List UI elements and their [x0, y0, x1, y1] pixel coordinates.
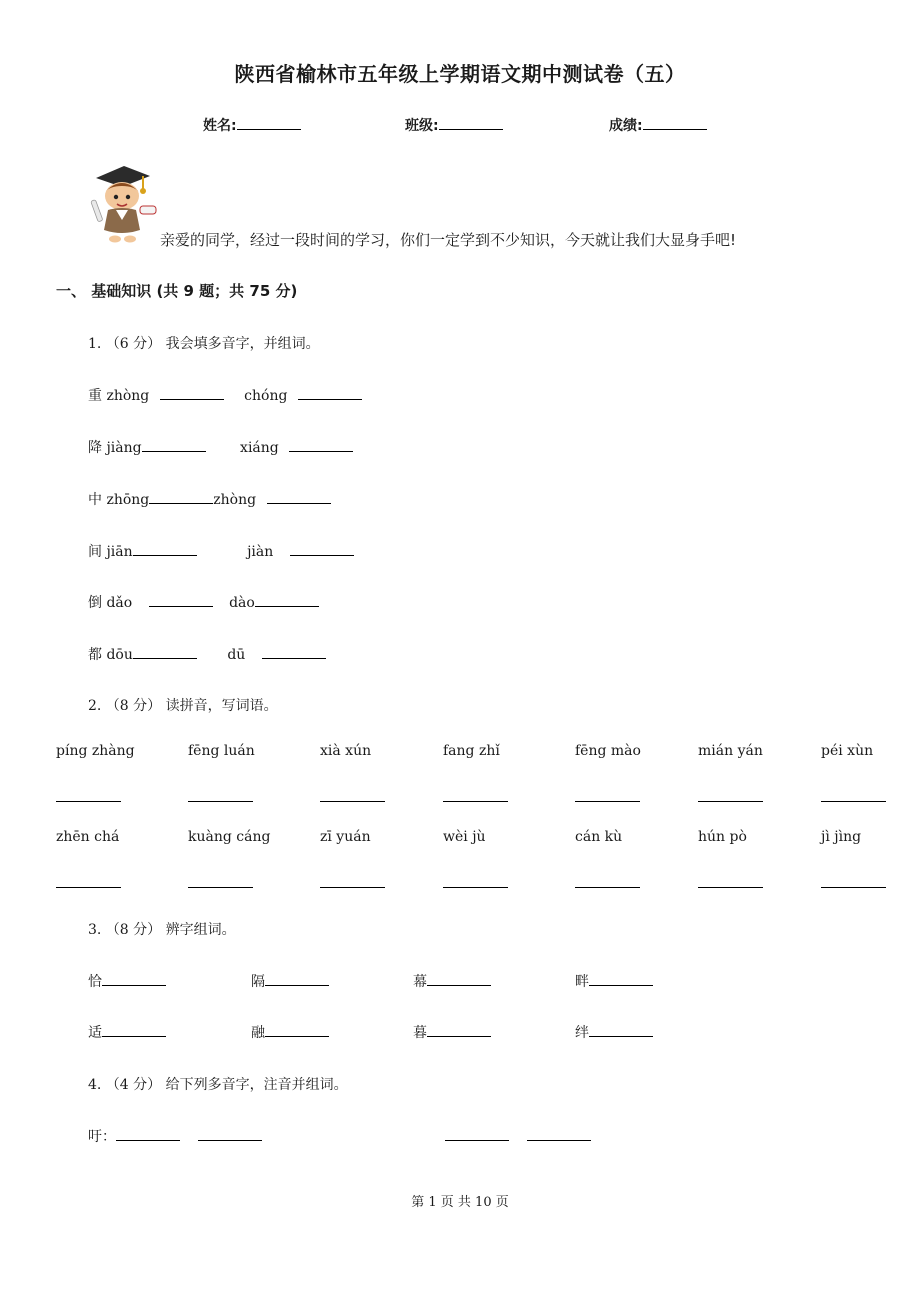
q3-blank[interactable] [102, 971, 166, 986]
q3-blank[interactable] [589, 971, 653, 986]
class-field[interactable] [405, 115, 503, 135]
q1-blank[interactable] [149, 592, 213, 607]
q3-blank[interactable] [265, 971, 329, 986]
q3-char: 幕 [413, 974, 427, 990]
q4-row [88, 1126, 262, 1146]
q2-pinyin: kuàng cáng [188, 829, 271, 845]
name-field[interactable] [203, 115, 301, 135]
q2-answer-blank[interactable] [821, 800, 886, 802]
q4-blank[interactable] [527, 1126, 591, 1141]
q3-item [575, 1022, 653, 1042]
q1-blank[interactable] [133, 541, 197, 556]
q2-answer-blank[interactable] [443, 886, 508, 888]
q2-answer-blank[interactable] [188, 886, 253, 888]
q2-answer-blank[interactable] [188, 800, 253, 802]
score-label: 成绩: [609, 118, 643, 134]
q2-pinyin: cán kù [575, 829, 623, 845]
q1-row-5-a: 倒 dǎo [88, 595, 133, 611]
q1-row-1-a: 重 zhòng [88, 388, 150, 404]
q2-answer-blank[interactable] [698, 800, 763, 802]
q2-pinyin: píng zhàng [56, 743, 135, 759]
score-blank[interactable] [643, 129, 707, 130]
class-blank[interactable] [439, 129, 503, 130]
q1-row-5 [88, 592, 319, 612]
q2-answer-blank[interactable] [575, 800, 640, 802]
q3-item [575, 971, 653, 991]
q2-pinyin: mián yán [698, 743, 763, 759]
intro-text: 亲爱的同学，经过一段时间的学习，你们一定学到不少知识，今天就让我们大显身手吧! [160, 231, 737, 249]
q2-answer-blank[interactable] [443, 800, 508, 802]
question-4-heading: 4. （4 分） 给下列多音字，注音并组词。 [88, 1077, 348, 1093]
q4-blank[interactable] [445, 1126, 509, 1141]
q2-pinyin: xià xún [320, 743, 372, 759]
q1-row-2-a: 降 jiàng [88, 440, 142, 456]
q2-answer-blank[interactable] [320, 800, 385, 802]
q2-pinyin: zī yuán [320, 829, 371, 845]
q2-pinyin: zhēn chá [56, 829, 120, 845]
q4-blank[interactable] [198, 1126, 262, 1141]
q3-char: 融 [251, 1025, 265, 1041]
q1-row-6-a: 都 dōu [88, 647, 133, 663]
q1-row-3 [88, 489, 331, 509]
q3-item [413, 1022, 491, 1042]
q2-pinyin: fēng mào [575, 743, 641, 759]
q3-char: 适 [88, 1025, 102, 1041]
name-label: 姓名: [203, 118, 237, 134]
q2-pinyin: fēng luán [188, 743, 255, 759]
q2-pinyin: jì jìng [821, 829, 862, 845]
q1-blank[interactable] [142, 437, 206, 452]
page-title: 陕西省榆林市五年级上学期语文期中测试卷（五） [234, 62, 686, 86]
q3-blank[interactable] [265, 1022, 329, 1037]
score-field[interactable] [609, 115, 707, 135]
q1-blank[interactable] [133, 644, 197, 659]
q3-blank[interactable] [589, 1022, 653, 1037]
q3-blank[interactable] [427, 1022, 491, 1037]
q3-char: 暮 [413, 1025, 427, 1041]
q3-blank[interactable] [102, 1022, 166, 1037]
q2-answer-blank[interactable] [575, 886, 640, 888]
q2-pinyin: fang zhǐ [443, 743, 500, 759]
q3-item [251, 971, 329, 991]
q1-row-1-b: chóng [244, 388, 288, 404]
q1-blank[interactable] [255, 592, 319, 607]
q1-blank[interactable] [149, 489, 213, 504]
q2-pinyin: hún pò [698, 829, 747, 845]
q3-item [88, 1022, 166, 1042]
question-2-heading: 2. （8 分） 读拼音，写词语。 [88, 698, 278, 714]
question-1-heading: 1. （6 分） 我会填多音字，并组词。 [88, 336, 320, 352]
question-3-heading: 3. （8 分） 辨字组词。 [88, 922, 236, 938]
q4-label: 吁： [88, 1129, 116, 1145]
q1-blank[interactable] [298, 385, 362, 400]
q1-row-4-a: 间 jiān [88, 544, 133, 560]
q2-answer-blank[interactable] [56, 800, 121, 802]
q1-blank[interactable] [267, 489, 331, 504]
q1-blank[interactable] [290, 541, 354, 556]
q3-char: 恰 [88, 974, 102, 990]
q2-answer-blank[interactable] [698, 886, 763, 888]
q1-blank[interactable] [262, 644, 326, 659]
q2-answer-blank[interactable] [821, 886, 886, 888]
q1-row-2-b: xiáng [240, 440, 279, 456]
q1-row-6-b: dū [227, 647, 246, 663]
q3-blank[interactable] [427, 971, 491, 986]
q4-blank[interactable] [116, 1126, 180, 1141]
section-heading: 一、 基础知识 (共 9 题；共 75 分) [56, 282, 298, 300]
page-footer: 第 1 页 共 10 页 [411, 1195, 509, 1210]
q3-char: 畔 [575, 974, 589, 990]
q1-blank[interactable] [289, 437, 353, 452]
q2-answer-blank[interactable] [320, 886, 385, 888]
q3-item [88, 971, 166, 991]
q1-row-6 [88, 644, 326, 664]
q1-row-1 [88, 385, 362, 405]
q1-blank[interactable] [160, 385, 224, 400]
q4-row-right [445, 1126, 591, 1145]
q1-row-4-b: jiàn [247, 544, 274, 560]
q3-char: 绊 [575, 1025, 589, 1041]
class-label: 班级: [405, 118, 439, 134]
q1-row-5-b: dào [229, 595, 255, 611]
q1-row-4 [88, 541, 354, 561]
q1-row-3-a: 中 zhōng [88, 492, 150, 508]
q2-pinyin: wèi jù [443, 829, 486, 845]
name-blank[interactable] [237, 129, 301, 130]
student-mascot-icon [82, 160, 158, 246]
q3-item [413, 971, 491, 991]
q3-char: 隔 [251, 974, 265, 990]
q2-pinyin: péi xùn [821, 743, 874, 759]
q1-row-3-b: zhòng [213, 492, 257, 508]
q2-answer-blank[interactable] [56, 886, 121, 888]
q3-item [251, 1022, 329, 1042]
q1-row-2 [88, 437, 353, 457]
